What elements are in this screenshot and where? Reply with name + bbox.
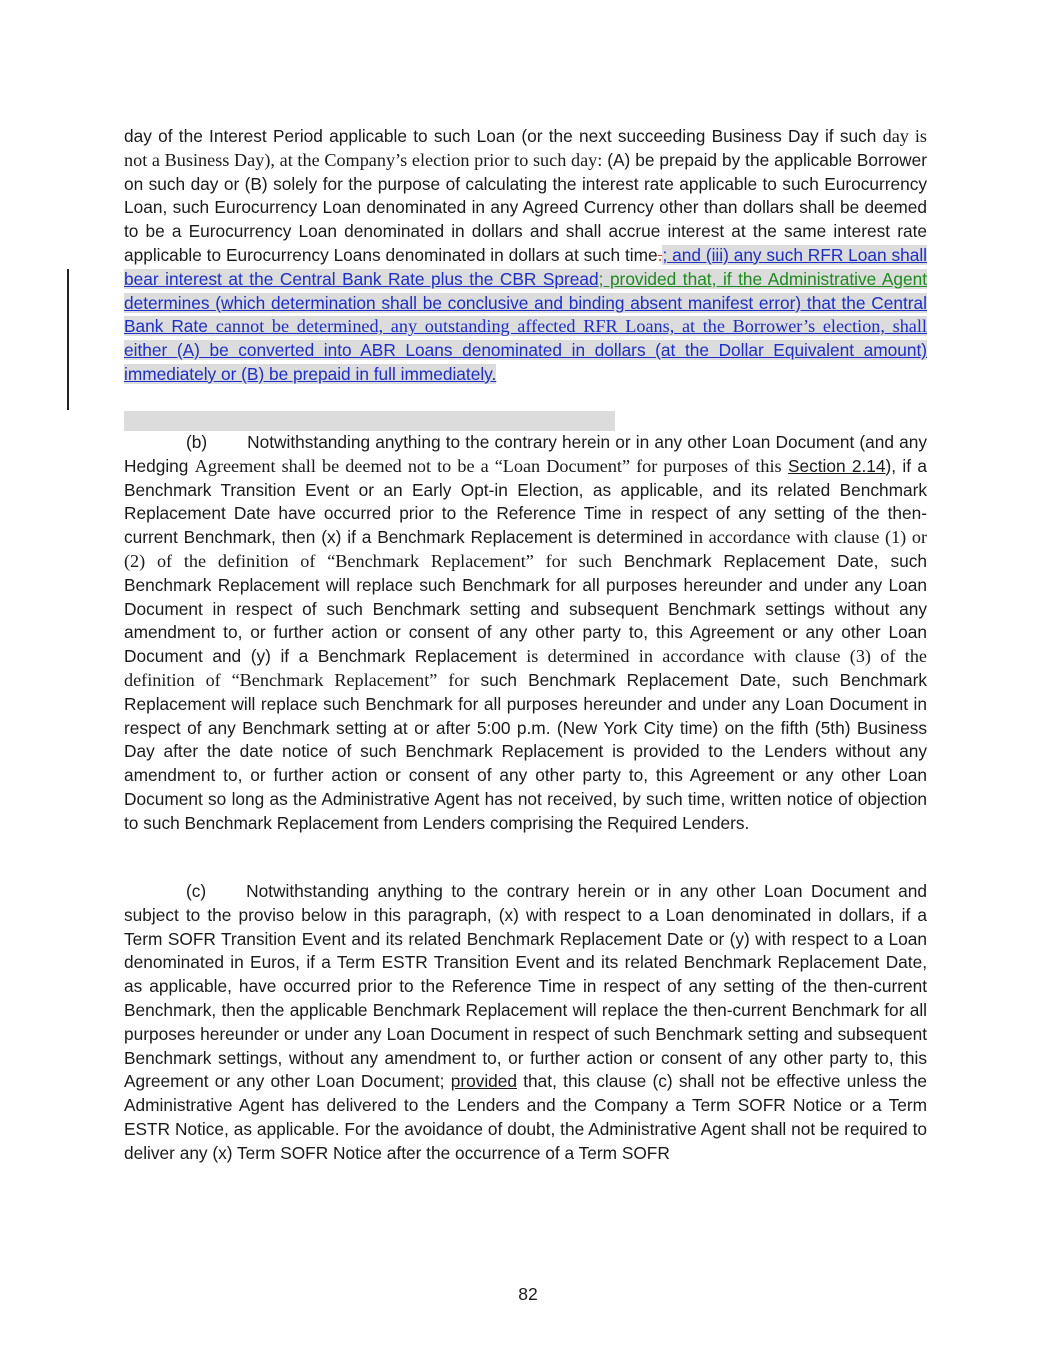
para2-text-3: ), if a Benchmark Transition Event or an Early Opt-in Election, as applicable, and its related Benchmark Replacement Date have occurred prior to the Reference Time in respect of any setting of the then-current Benchmark, then (x) if a Benchmark Replacement is determined	[124, 455, 927, 548]
para3-text-2: that, this clause (c) shall not be effective unless the Administrative Agent has delivered to the Lenders and the Company a Term SOFR Notice or a Term ESTR Notice, as applicable. For the avoidance of doubt, the Administrative Agent shall not be required to deliver any (x) Term SOFR Notice after the occurrence of a Term SOFR	[124, 1071, 927, 1163]
inserted-conversion-clause: either (A) be converted into ABR Loans denominated in dollars (at the Dollar Equivalent amount) immediately or (B) be prepaid in full immediately.	[124, 340, 927, 384]
paragraph-c	[124, 880, 927, 1166]
para3-text-1: Notwithstanding anything to the contrary herein or in any other Loan Document and subject to the proviso below in this paragraph, (x) with respect to a Loan denominated in dollars, if a Term SOFR Transition Event and its related Benchmark Replacement Date or (y) with respect to a Loan denominated in Euros, if a Term ESTR Transition Event and its related Benchmark Replacement Date, as applicable, have occurred prior to the Reference Time in respect of any setting of the then-current Benchmark, then the applicable Benchmark Replacement will replace the then-current Benchmark for all purposes hereunder or under any Loan Document in respect of such Benchmark setting and subsequent Benchmark settings, without any amendment to, or further action or consent of any other party to, this Agreement or any other Loan Document;	[124, 881, 927, 1092]
para2-text-5: Benchmark Replacement Date, such Benchmark Replacement will replace such Benchmark for all purposes hereunder and under any Loan Document in respect of such Benchmark setting and subsequent Benchmark settings without any amendment to, or further action or consent of any other party to, this Agreement or any other Loan Document and (y) if a Benchmark Replacement	[124, 550, 927, 667]
paragraph-b	[124, 431, 927, 836]
para2-text-1: Notwithstanding anything to the contrary herein or in any other Loan Document (and any Hedging	[124, 432, 927, 476]
inserted-determination-clause: determines (which determination shall be conclusive and binding absent manifest error) that the Central Bank Rate	[124, 292, 927, 337]
inserted-cannot-determine-clause: cannot be determined, any outstanding affected RFR Loans, at the Borrower’s election, shall	[215, 316, 927, 337]
provided-term: provided	[450, 1071, 517, 1092]
inserted-provided-clause: ; provided that, if the Administrative Agent	[598, 268, 927, 289]
para2-text-7: such Benchmark Replacement Date, such Benchmark Replacement will replace such Benchmark for all purposes hereunder and under any Loan Document in respect of any Benchmark setting at or after 5:00 p.m. (New York City time) on the fifth (5th) Business Day after the date notice of such Benchmark Replacement is provided to the Lenders without any amendment to, or further action or consent of any other party to, this Agreement or any other Loan Document so long as the Administrative Agent has not received, by such time, written notice of objection to such Benchmark Replacement from Lenders comprising the Required Lenders.	[124, 669, 927, 833]
para1-text-1: day of the Interest Period applicable to such Loan (or the next succeeding Business Day if such	[124, 126, 883, 146]
paragraph-a-continuation	[124, 125, 927, 387]
para1-text-2: day is not a Business Day), at the Company’s election prior to such day:	[124, 126, 927, 170]
para1-text-3: (A) be prepaid by the applicable Borrower on such day or (B) solely for the purpose of calculating the interest rate applicable to such Eurocurrency Loan, such Eurocurrency Loan denominated in any Agreed Currency other than dollars shall be deemed to be a Eurocurrency Loan denominated in dollars and shall accrue interest at the same interest rate applicable to Eurocurrency Loans denominated in dollars at such time	[124, 149, 927, 265]
section-reference-link: Section 2.14	[787, 455, 886, 476]
revision-change-bar	[67, 269, 69, 410]
deleted-period: .	[657, 244, 663, 265]
paragraph-c-label: (c)	[186, 881, 207, 901]
inserted-text-shading	[124, 411, 615, 431]
para2-text-6: is determined in accordance with clause (3) of the definition of “Benchmark Replacement” for	[124, 646, 927, 690]
page-number: 82	[518, 1284, 538, 1304]
paragraph-b-label: (b)	[186, 432, 208, 452]
inserted-rfr-clause: ; and (iii) any such RFR Loan shall bear interest at the Central Bank Rate plus the CBR Spread	[124, 244, 927, 289]
para2-text-2: Agreement shall be deemed not to be a “Loan Document” for purposes of this	[194, 455, 782, 476]
para2-text-4: in accordance with clause (1) or (2) of the definition of “Benchmark Replacement” for such	[124, 527, 927, 571]
